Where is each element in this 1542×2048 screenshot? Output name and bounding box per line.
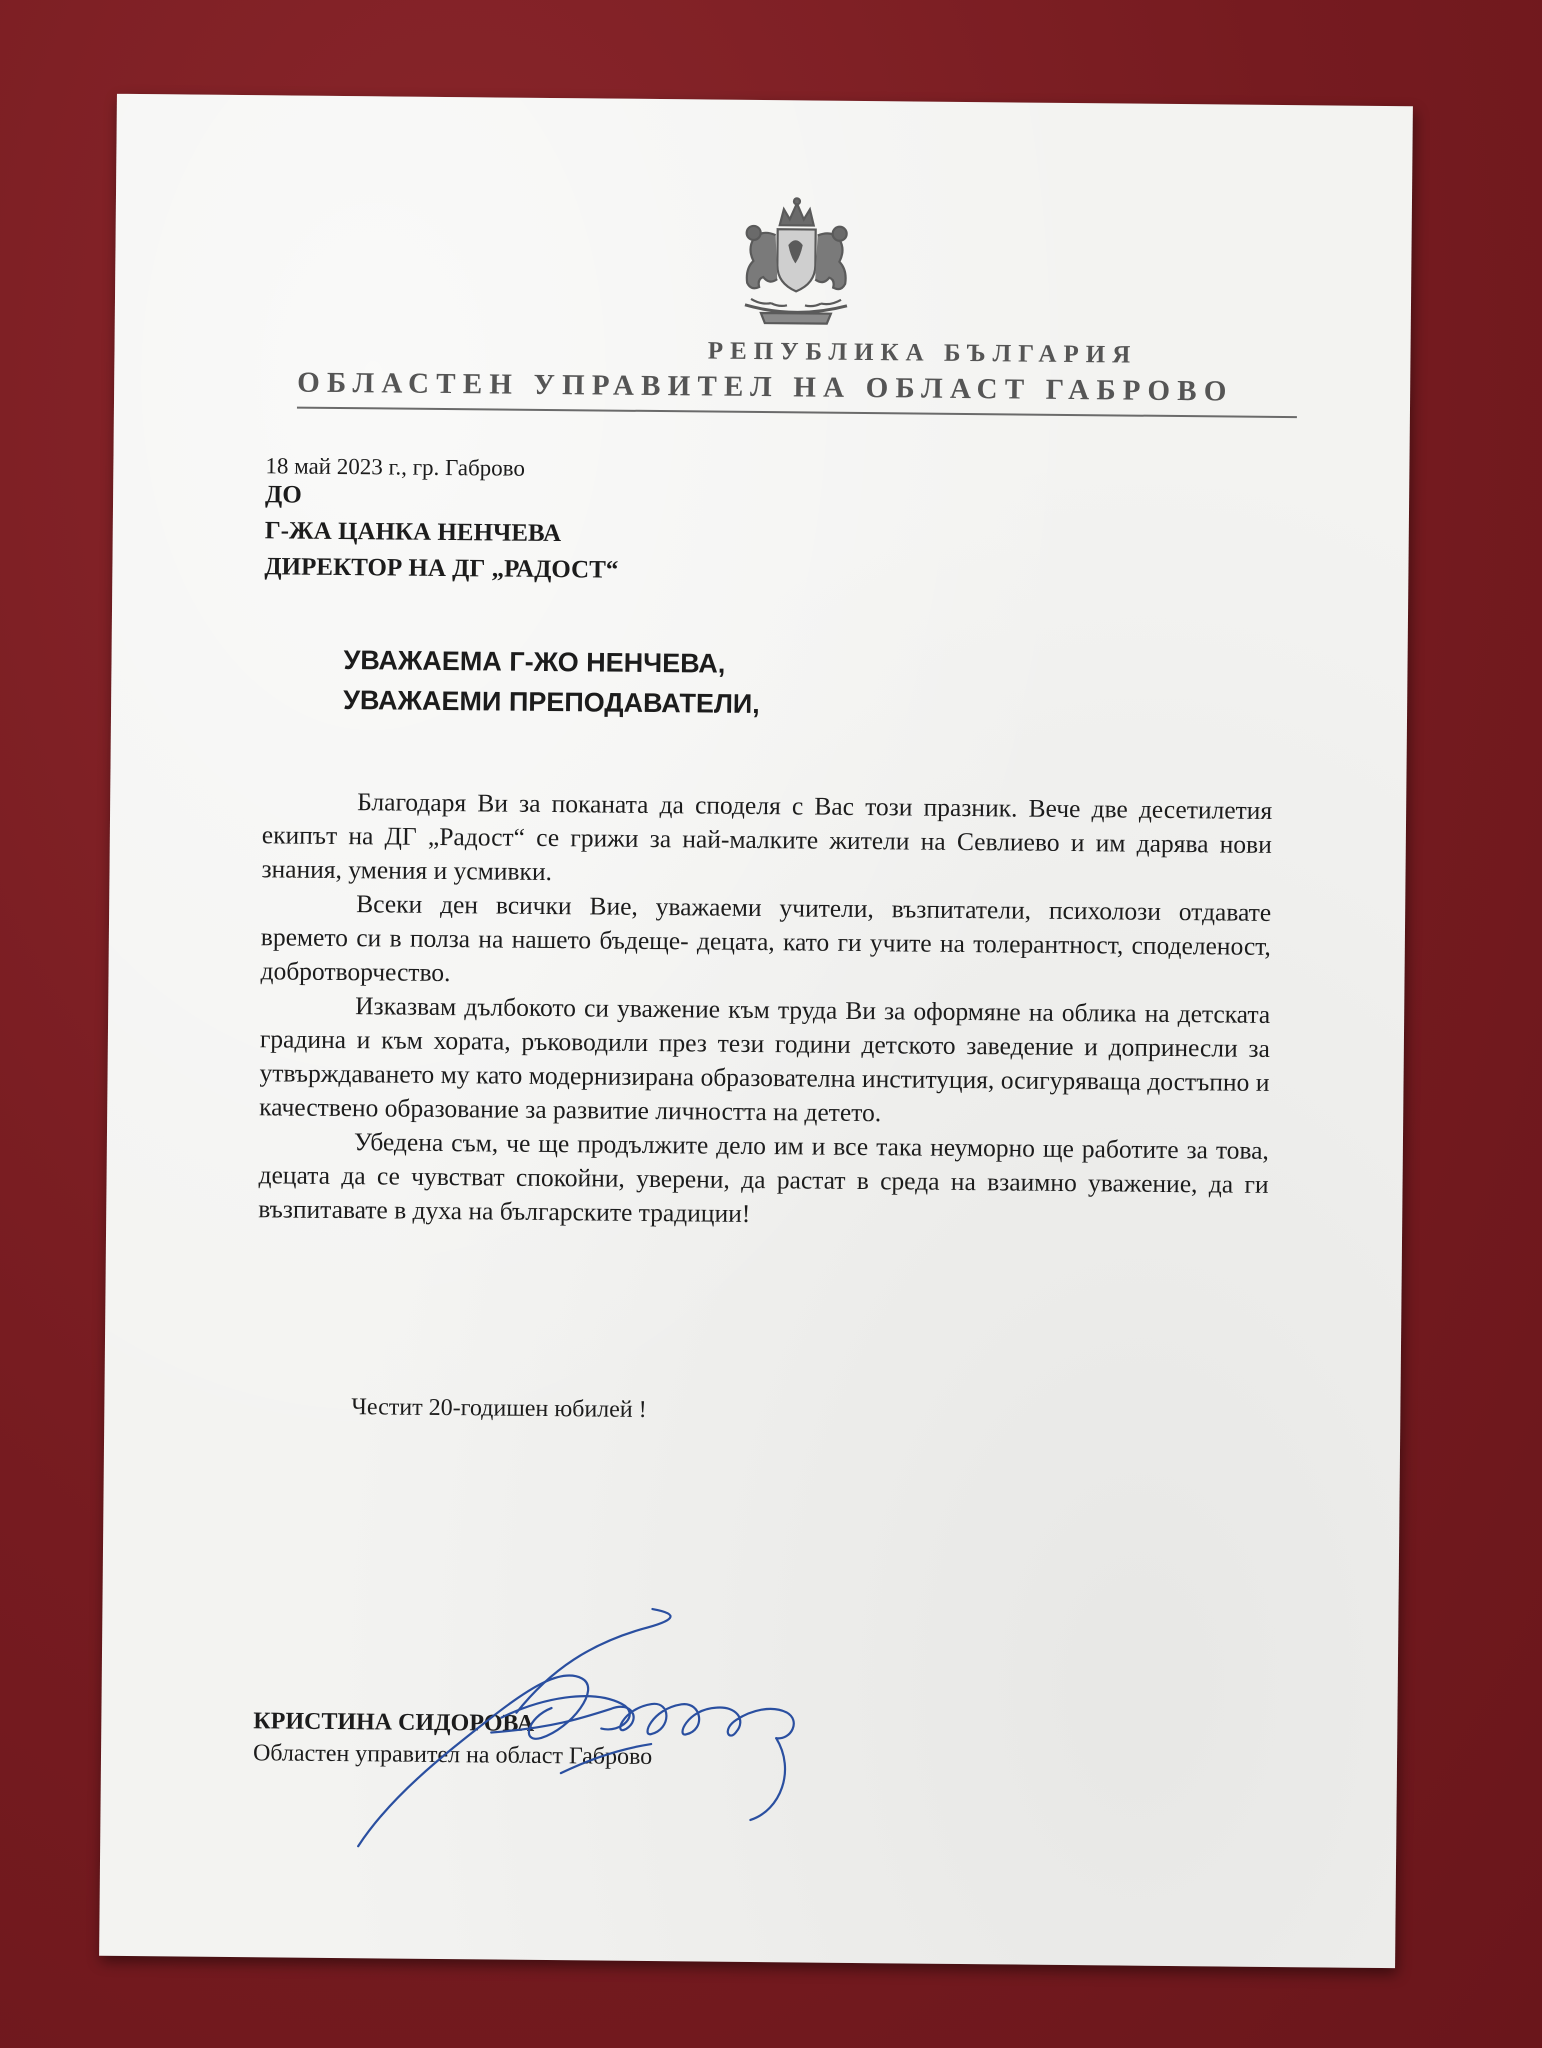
salutation-line2: УВАЖАЕМИ ПРЕПОДАВАТЕЛИ, xyxy=(343,685,760,720)
letter-body xyxy=(258,784,1272,1236)
paragraph: Благодаря Ви за поканата да споделя с Вас този празник. Вече две десетилетия екипът на ДГ „Радост“ се грижи за най-малките жители на Севлиево и им дарява нови знания, умения и усмивки. xyxy=(261,787,1273,887)
closing-line: Честит 20-годишен юбилей ! xyxy=(351,1394,647,1423)
letter-paper xyxy=(99,94,1413,1968)
handwritten-signature xyxy=(350,1566,873,1861)
coat-of-arms-icon xyxy=(731,195,862,330)
letterhead-office: ОБЛАСТЕН УПРАВИТЕЛ НА ОБЛАСТ ГАБРОВО xyxy=(297,366,1234,408)
paragraph: Убедена съм, че ще продължите дело им и все така неуморно ще работите за това, децата да се чувстват спокойни, уверени, да растат в среда на взаимно уважение, да ги възпитавате в духа на българските традиции! xyxy=(258,1127,1270,1228)
paragraph: Всеки ден всички Вие, уважаеми учители, възпитатели, психолози отдавате времето си в полза на нашето бъдеще- децата, като ги учите на толерантност, споделеност, добротворчество. xyxy=(260,889,1272,988)
signatory-name: КРИСТИНА СИДОРОВА xyxy=(253,1708,535,1737)
paragraph: Изказвам дълбокото си уважение към труда Ви за оформяне на облика на детската градина и към хората, ръководили през тези години детското заведение и допринесли за утвърждаването му като модернизирана образователна институция, осигуряваща достъпно и качествено образование за развитие личността на детето. xyxy=(259,991,1271,1128)
recipient-name: Г-ЖА ЦАНКА НЕНЧЕВА xyxy=(264,517,562,548)
signatory-title: Областен управител на област Габрово xyxy=(252,1740,653,1771)
letterhead-rule xyxy=(297,407,1297,419)
recipient-position: ДИРЕКТОР НА ДГ „РАДОСТ“ xyxy=(264,553,619,584)
salutation-line1: УВАЖАЕМА Г-ЖО НЕНЧЕВА, xyxy=(343,645,726,679)
letterhead-country: РЕПУБЛИКА БЪЛГАРИЯ xyxy=(707,337,1138,369)
date-line: 18 май 2023 г., гр. Габрово xyxy=(265,453,526,481)
recipient-to: ДО xyxy=(264,481,302,509)
